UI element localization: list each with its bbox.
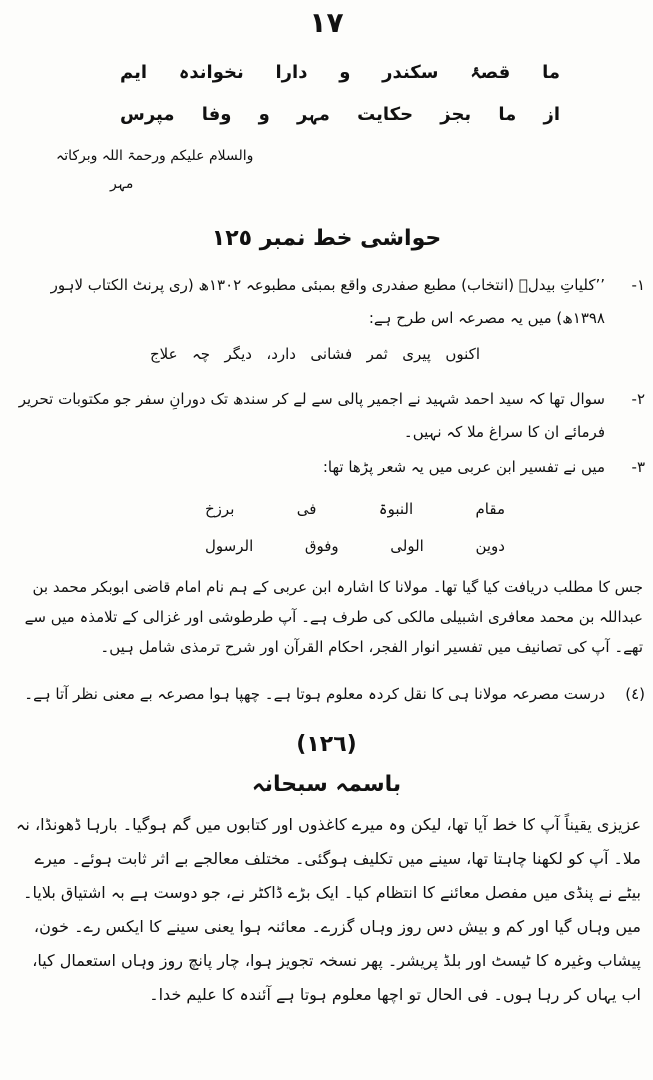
note-2: سوال تھا کہ سید احمد شہید نے اجمیر پالی سے لے کر سندھ تک دورانِ سفر جو مکتوبات تحریر فرمائے ان کا سراغ ملا کہ نہیں۔: [18, 390, 605, 441]
note-1: ’’کلیاتِ بیدلؔ (انتخاب) مطبع صفدری واقع بمبئی مطبوعہ ١٣٠٢ھ (ری پرنٹ الکتاب لاہور ١٣٩٨ھ) میں یہ مصرعہ اس طرح ہے:: [50, 276, 605, 327]
arabic-word: وفوق: [304, 537, 339, 555]
verse-line-1: ما قصۂ سکندر و دارا نخواندہ ایم: [120, 62, 560, 83]
letter-number: (١٢٦): [296, 732, 357, 757]
explanation-paragraph: جس کا مطلب دریافت کیا گیا تھا۔ مولانا کا اشارہ ابن عربی کے ہم نام امام قاضی ابوبکر محمد بن عبداللہ بن محمد معافری اشبیلی مالکی کی طرف ہے۔ آپ طرطوشی اور غزالی کے تلامذہ میں سے تھے۔ آپ کی تصانیف میں تفسیر انوار الفجر، احکام القرآن اور شرح ترمذی شامل ہیں۔: [24, 578, 643, 656]
verse-line-2: از ما بجز حکایت مہر و وفا مپرس: [120, 104, 560, 125]
letter-body: عزیزی یقیناً آپ کا خط آیا تھا، لیکن وہ میرے کاغذوں اور کتابوں میں گم ہوگیا۔ بارہا ڈھونڈا، نہ ملا۔ آپ کو لکھنا چاہتا تھا، سینے میں تکلیف ہوگئی۔ مختلف معالجے بے اثر ثابت ہوئے۔ میرے بیٹے نے پنڈی میں مفصل معائنے کا انتظام کیا۔ ایک بڑے ڈاکٹر نے، جو دوست ہے بہ اشتیاق بلایا۔ میں وہاں گیا اور کم و بیش دس روز وہاں گزرے۔ معائنہ ہوا یعنی سینے کا ایکس رے۔ خون، پیشاب وغیرہ کا ٹیسٹ اور بلڈ پریشر۔ پھر نسخہ تجویز ہوا، چار پانچ روز وہاں استعمال کیا، اب یہاں کر رہا ہوں۔ فی الحال تو اچھا معلوم ہوتا ہے آئندہ کا علیم خدا۔: [16, 815, 641, 1004]
page-number: ١٧: [309, 6, 344, 39]
arabic-word: دوین: [475, 537, 505, 555]
note-number-4: (٤): [625, 685, 645, 703]
arabic-verse-line-2: [205, 537, 505, 555]
arabic-word: مقام: [475, 500, 505, 518]
arabic-word: الولی: [390, 537, 424, 555]
invocation: باسمہ سبحانہ: [251, 772, 402, 797]
arabic-verse-line-1: [205, 500, 505, 518]
note-number-2: ٢-: [631, 390, 645, 408]
note-number-1: ١-: [631, 276, 645, 294]
arabic-word: برزخ: [205, 500, 235, 518]
persian-verse: اکنوں پیری ثمر فشانی دارد، دیگر چہ علاج: [150, 345, 480, 363]
arabic-word: الرسول: [205, 537, 254, 555]
notes-heading: حواشی خط نمبر ١٢٥: [211, 226, 442, 251]
note-4: درست مصرعہ مولانا ہی کا نقل کردہ معلوم ہوتا ہے۔ چھپا ہوا مصرعہ بے معنی نظر آتا ہے۔: [24, 685, 605, 703]
salutation: والسلام علیکم ورحمۃ اللہ وبرکاتہ: [56, 148, 254, 164]
arabic-word: فی: [296, 500, 317, 518]
arabic-word: النبوۃ: [378, 500, 414, 518]
note-3: میں نے تفسیر ابن عربی میں یہ شعر پڑھا تھا:: [322, 458, 605, 476]
note-number-3: ٣-: [631, 458, 645, 476]
signature: مہر: [110, 176, 134, 192]
